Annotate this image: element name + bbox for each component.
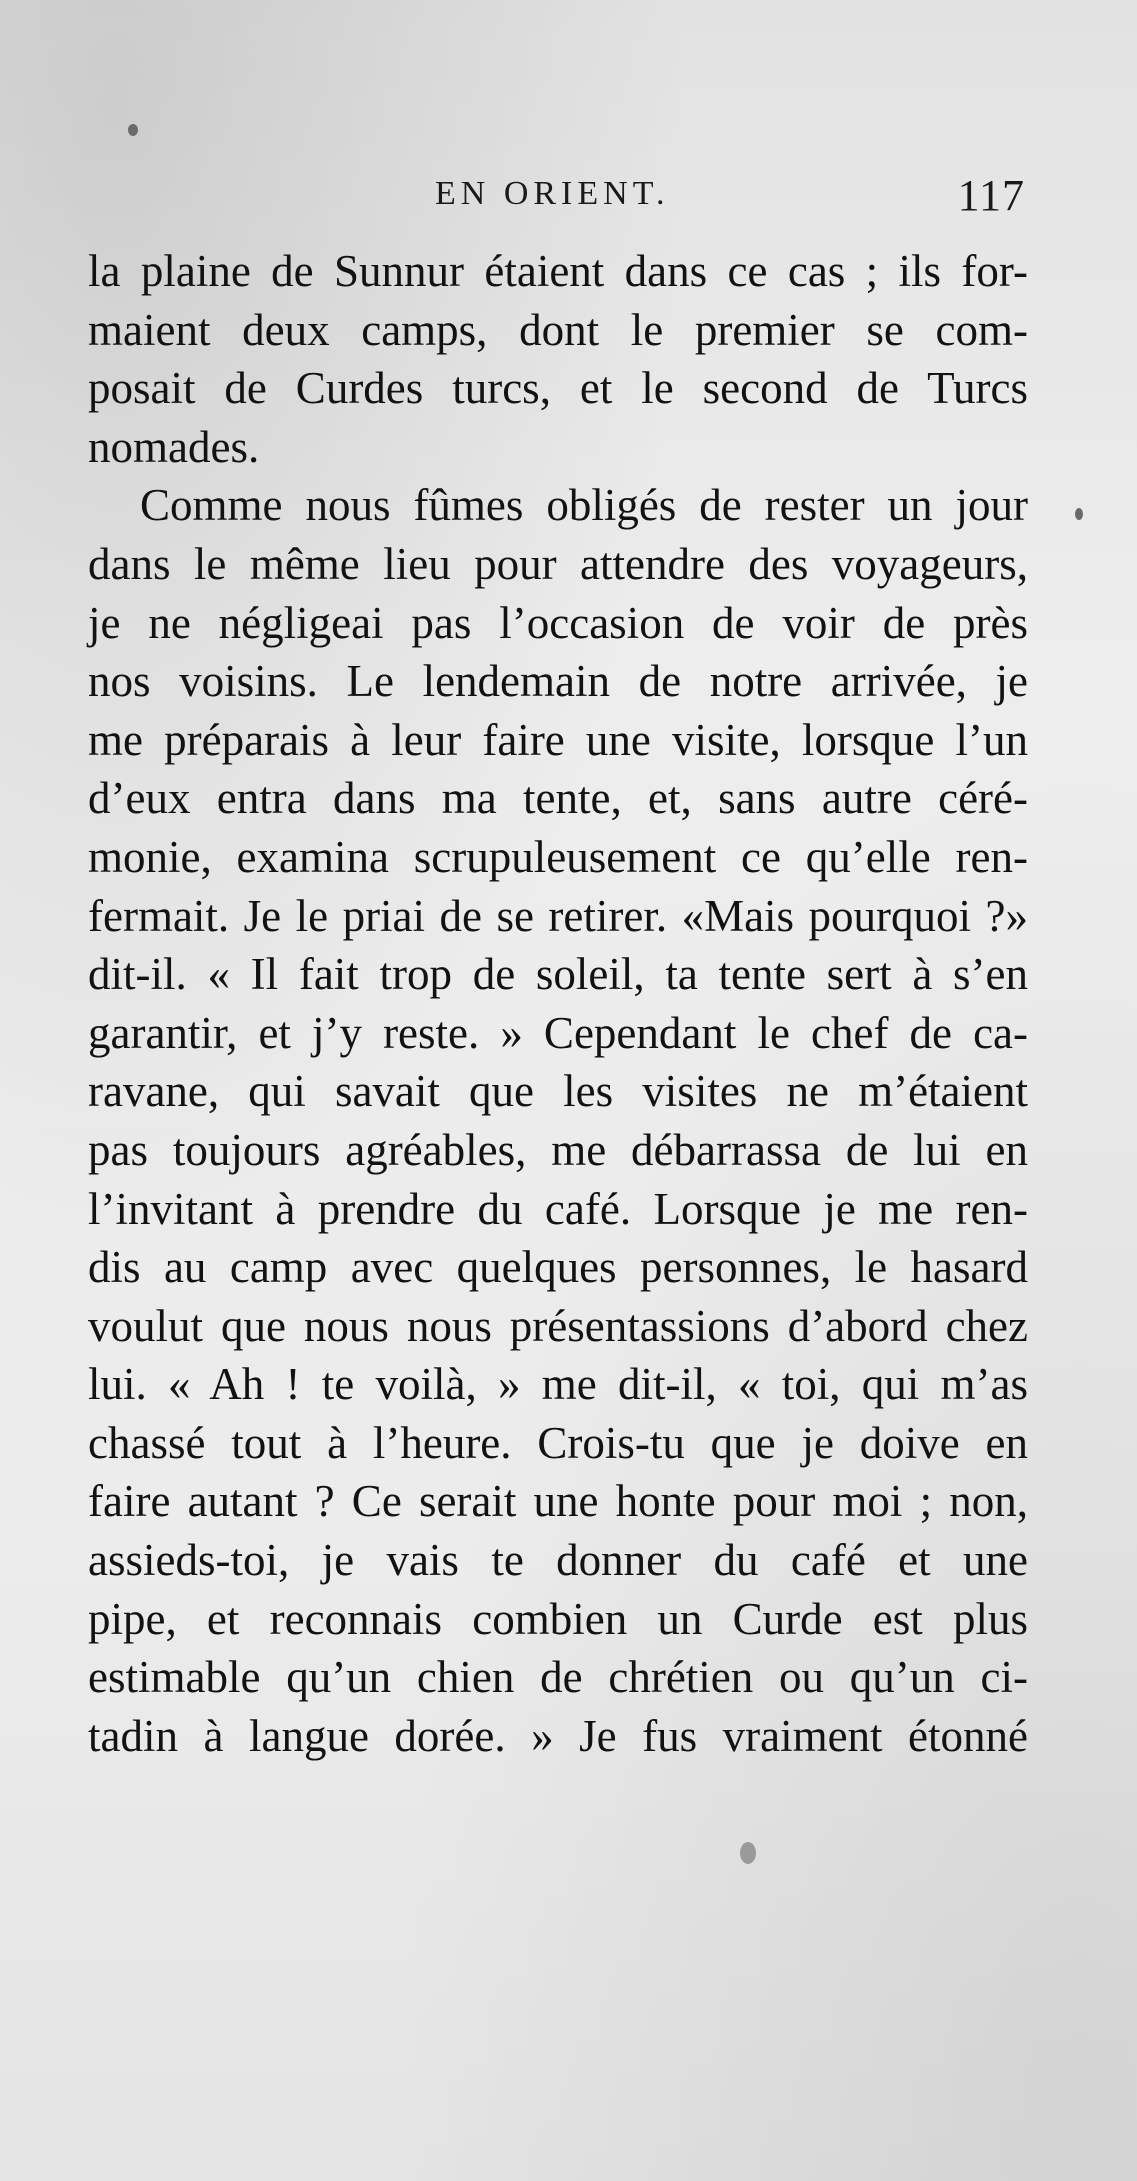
text-line: nomades. [88, 421, 260, 472]
text-line: tadin à langue dorée. » Je fus vraiment étonné [88, 1710, 1028, 1761]
body-text [88, 242, 1028, 1765]
text-line: ravane, qui savait que les visites ne m’étaient [88, 1066, 1028, 1117]
text-line: dit-il. « Il fait trop de soleil, ta tente sert à s’en [88, 949, 1028, 1000]
running-title: EN ORIENT. [435, 175, 670, 212]
ink-speck [740, 1842, 756, 1864]
page-number: 117 [957, 171, 1025, 220]
text-line: estimable qu’un chien de chrétien ou qu’un ci- [88, 1652, 1028, 1703]
text-line: pas toujours agréables, me débarrassa de lui en [88, 1124, 1028, 1175]
text-line: me préparais à leur faire une visite, lorsque l’un [88, 714, 1028, 765]
text-line: lui. « Ah ! te voilà, » me dit-il, « toi, qui m’as [88, 1359, 1028, 1410]
text-line: l’invitant à prendre du café. Lorsque je me ren- [88, 1183, 1028, 1234]
ink-speck [128, 124, 138, 136]
text-line: maient deux camps, dont le premier se com- [88, 304, 1028, 355]
text-line: pipe, et reconnais combien un Curde est plus [88, 1593, 1028, 1644]
ink-speck [1075, 508, 1083, 520]
text-line: fermait. Je le priai de se retirer. «Mais pourquoi ?» [88, 890, 1028, 941]
text-line: je ne négligeai pas l’occasion de voir de près [88, 597, 1028, 648]
text-line: garantir, et j’y reste. » Cependant le chef de ca- [88, 1007, 1028, 1058]
text-line: dans le même lieu pour attendre des voyageurs, [88, 538, 1028, 589]
text-line: faire autant ? Ce serait une honte pour moi ; non, [88, 1476, 1028, 1527]
running-head [90, 170, 1025, 230]
text-line: la plaine de Sunnur étaient dans ce cas ; ils for- [88, 246, 1028, 296]
text-line: d’eux entra dans ma tente, et, sans autre céré- [88, 773, 1028, 824]
text-line: monie, examina scrupuleusement ce qu’elle ren- [88, 831, 1028, 882]
text-line: assieds-toi, je vais te donner du café et une [88, 1535, 1028, 1586]
text-line: voulut que nous nous présentassions d’abord chez [88, 1300, 1028, 1351]
text-line: chassé tout à l’heure. Crois-tu que je doive en [88, 1417, 1028, 1468]
text-line: nos voisins. Le lendemain de notre arrivée, je [88, 656, 1028, 707]
text-line: posait de Curdes turcs, et le second de Turcs [88, 363, 1028, 414]
text-line: dis au camp avec quelques personnes, le hasard [88, 1242, 1028, 1293]
text-line: Comme nous fûmes obligés de rester un jour [140, 480, 1028, 531]
